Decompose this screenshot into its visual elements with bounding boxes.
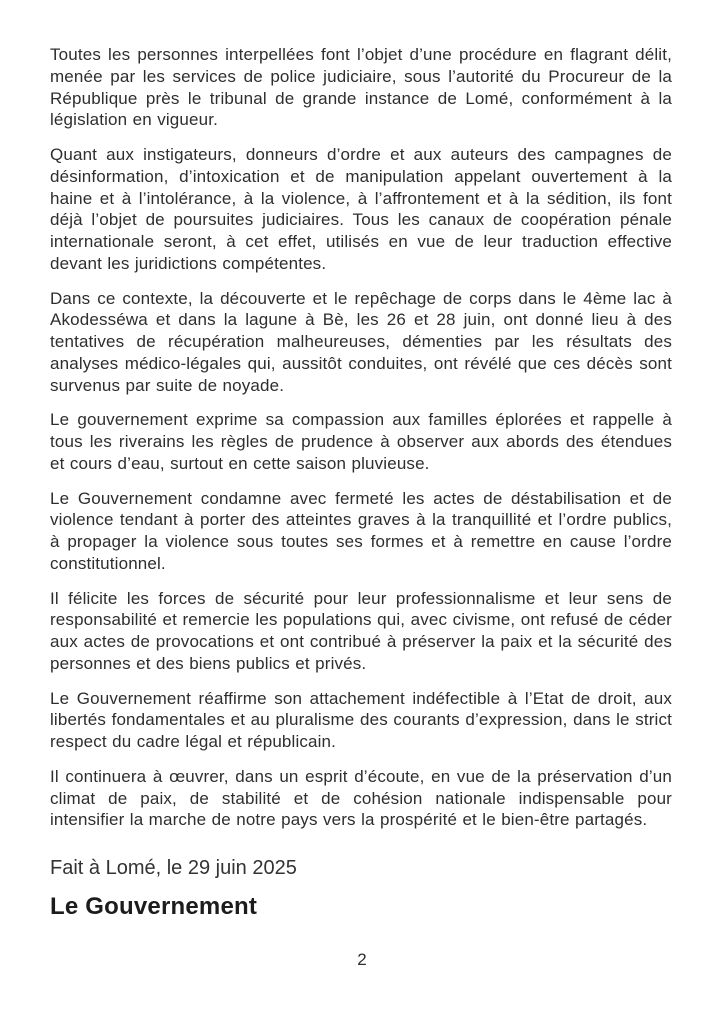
body-paragraph: Dans ce contexte, la découverte et le repêchage de corps dans le 4ème lac à Akodesséwa et dans la lagune à Bè, les 26 et 28 juin, ont donné lieu à des tentatives de récupération malheureuses, démenties par les résultats des analyses médico-légales qui, aussitôt conduites, ont révélé que ces décès sont survenus par suite de noyade. [50, 288, 672, 395]
body-paragraph: Toutes les personnes interpellées font l’objet d’une procédure en flagrant délit, menée par les services de police judiciaire, sous l’autorité du Procureur de la République près le tribunal de grande instance de Lomé, conformément à la législation en vigueur. [50, 45, 672, 130]
dateline: Fait à Lomé, le 29 juin 2025 [50, 857, 297, 879]
body-paragraph: Le Gouvernement condamne avec fermeté les actes de déstabilisation et de violence tendant à porter des atteintes graves à la tranquillité et l’ordre publics, à propager la violence sous toutes ses formes et à remettre en cause l’ordre constitutionnel. [50, 488, 672, 573]
document-body [50, 44, 672, 831]
page-number: 2 [357, 950, 367, 969]
body-paragraph: Le gouvernement exprime sa compassion aux familles éplorées et rappelle à tous les riverains les règles de prudence à observer aux abords des étendues et cours d’eau, surtout en cette saison pluvieuse. [50, 410, 672, 473]
body-paragraph: Il félicite les forces de sécurité pour leur professionnalisme et leur sens de responsabilité et remercie les populations qui, avec civisme, ont refusé de céder aux actes de provocations et ont contribué à préserver la paix et la sécurité des personnes et des biens publics et privés. [50, 588, 672, 673]
body-paragraph: Quant aux instigateurs, donneurs d’ordre et aux auteurs des campagnes de désinformation, d’intoxication et de manipulation appelant ouvertement à la haine et à l’intolérance, à la violence, à l’affrontement et à la sédition, ils font déjà l’objet de poursuites judiciaires. Tous les canaux de coopération pénale internationale seront, à cet effet, utilisés en vue de leur traduction effective devant les juridictions compétentes. [50, 145, 672, 273]
body-paragraph: Le Gouvernement réaffirme son attachement indéfectible à l’Etat de droit, aux libertés fondamentales et au pluralisme des courants d’expression, dans le strict respect du cadre légal et républicain. [50, 688, 672, 751]
signature: Le Gouvernement [50, 893, 258, 920]
body-paragraph: Il continuera à œuvrer, dans un esprit d’écoute, en vue de la préservation d’un climat de paix, de stabilité et de cohésion nationale indispensable pour intensifier la marche de notre pays vers la prospérité et le bien-être partagés. [50, 766, 672, 830]
